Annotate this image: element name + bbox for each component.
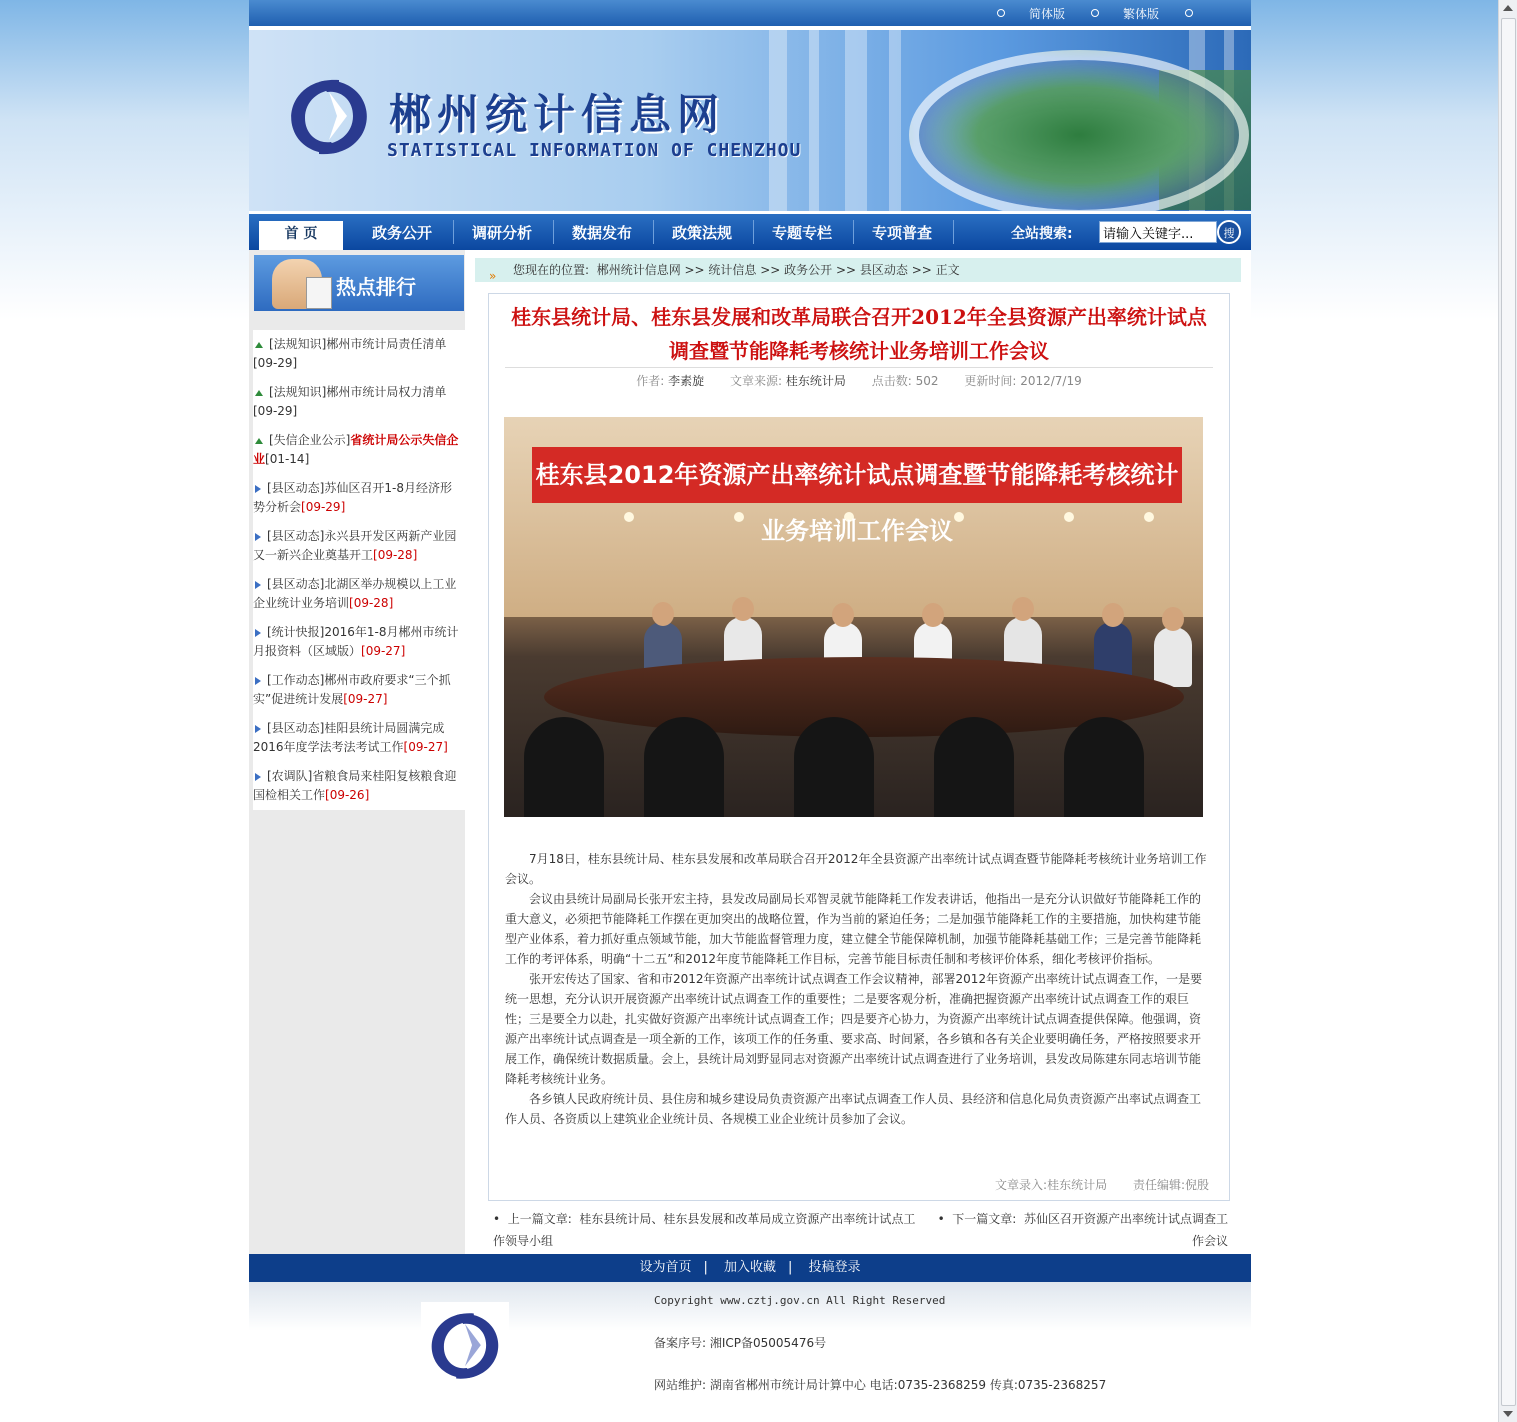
page-container [249,0,1251,1404]
nav-item-government-affairs[interactable]: 政务公开 [371,224,432,242]
list-item[interactable]: [县区动态]苏仙区召开1-8月经济形势分析会[09-29] [253,481,452,514]
next-article[interactable]: • 下一篇文章: 苏仙区召开资源产出率统计试点调查工作会议 [937,1212,1228,1248]
top-bar [249,0,1251,26]
clipboard-icon [306,277,332,309]
right-arrow-icon [255,533,261,541]
list-item[interactable]: [农调队]省粮食局来桂阳复核粮食迎国检相关工作[09-26] [253,769,457,802]
scroll-down-icon[interactable] [1503,1411,1513,1417]
nav-item-special-topics[interactable]: 专题专栏 [771,224,832,242]
meeting-photo [504,417,1203,817]
list-item[interactable]: [失信企业公示]省统计局公示失信企业[01-14] [253,433,459,466]
up-arrow-icon [255,390,263,396]
add-favorite-link[interactable]: 加入收藏 [723,1260,776,1275]
bullet-icon [997,9,1005,17]
scroll-thumb[interactable] [1501,18,1516,1406]
list-item[interactable]: [县区动态]永兴县开发区两新产业园又一新兴企业奠基开工[09-28] [253,529,457,562]
right-arrow-icon [255,773,261,781]
scroll-up-icon[interactable] [1503,5,1513,11]
site-logo-icon [279,72,379,162]
article-clicks: 502 [915,374,939,388]
article-body: 7月18日，桂东县统计局、桂东县发展和改革局联合召开2012年全县资源产出率统计试点调查暨节能降耗考核统计业务培训工作会议。 会议由县统计局副局长张开宏主持，县发改局副局长邓智灵就节能降耗工作发表讲话，他指出一是充分认识做好节能降耗工作的重大意义，必须把节能降耗工作摆在更加突出的战略位置，作为当前的紧迫任务；二是加强节能降耗工作的主要措施，加快构建节能型产业体系，着力抓好重点领域节能，加大节能监督管理力度，建立健全节能保障机制，加强节能降耗基础工作；三是完善节能降耗工作的考评体系，明确“十二五”和2012年度节能降耗工作目标，完善节能目标责任制和考核评价体系，细化考核评价指标。 张开宏传达了国家、省和市2012年资源产出率统计试点调查工作会议精神，部署2012年资源产出率统计试点调查工作，一是要统一思想，充分认识开展资源产出率统计试点调查工作的重要性；二是要客观分析，准确把握资源产出率统计试点调查工作的艰巨性；三是要全力以赴，扎实做好资源产出率统计试点调查工作；四是要齐心协力，为资源产出率统计试点调查提供保障。他强调，资源产出率统计试点调查是一项全新的工作，该项工作的任务重、要求高、时间紧，各乡镇和各有关企业要明确任务，严格按照要求开展工作，确保统计数据质量。会上，县统计局刘野显同志对资源产出率统计试点调查进行了业务培训，县发改局陈建东同志培训节能降耗考核统计业务。 各乡镇人民政府统计员、县住房和城乡建设局负责资源产出率试点调查工作人员、县经济和信息化局负责资源产出率试点调查工作人员、各资质以上建筑业企业统计员、各规模工业企业统计员参加了会议。 [505,852,1207,1126]
bullet-icon [1091,9,1099,17]
article-meta: 作者: 李素旋 文章来源: 桂东统计局 点击数: 502 更新时间: 2012/7/19 [636,374,1082,388]
right-arrow-icon [255,677,261,685]
article-updated: 2012/7/19 [1020,374,1082,388]
site-subtitle: STATISTICAL INFORMATION OF CHENZHOU [387,140,802,161]
article-entry: 桂东统计局 [1047,1178,1108,1192]
up-arrow-icon [255,342,263,348]
prev-article[interactable]: • 上一篇文章: 桂东县统计局、桂东县发展和改革局成立资源产出率统计试点工作领导小组 [493,1212,916,1248]
article-source: 桂东统计局 [785,374,846,388]
breadcrumb-path[interactable]: 郴州统计信息网 >> 统计信息 >> 政务公开 >> 县区动态 >> 正文 [596,263,960,277]
simplified-version-link[interactable]: 简体版 [1029,7,1066,21]
double-arrow-icon: » [489,269,497,283]
right-arrow-icon [255,725,261,733]
nav-item-census[interactable]: 专项普查 [871,224,932,242]
up-arrow-icon [255,438,263,444]
search-label: 全站搜索: [1011,226,1073,242]
article-author: 李素旋 [668,374,705,388]
hot-ranking-title: 热点排行 [336,275,416,299]
list-item[interactable]: [法规知识]郴州市统计局权力清单 [09-29] [253,385,447,418]
nav-item-data-release[interactable]: 数据发布 [571,224,632,242]
nav-item-policies[interactable]: 政策法规 [671,224,732,242]
vertical-scrollbar[interactable] [1498,0,1517,1422]
footer [249,1282,1251,1404]
footer-links: 设为首页 | 加入收藏 | 投稿登录 [249,1254,1251,1282]
photo-banner: 桂东县2012年资源产出率统计试点调查暨节能降耗考核统计业务培训工作会议 [532,447,1182,503]
search-input[interactable] [1099,221,1217,243]
prev-article-link[interactable]: 桂东县统计局、桂东县发展和改革局成立资源产出率统计试点工作领导小组 [493,1212,916,1248]
list-item[interactable]: [工作动态]郴州市政府要求“三个抓实”促进统计发展[09-27] [253,673,451,706]
main-nav [249,214,1251,250]
right-arrow-icon [255,485,261,493]
article-editor: 倪殷 [1184,1178,1209,1192]
site-title: 郴州统计信息网 [389,90,726,139]
bullet-icon [1185,9,1193,17]
breadcrumb-prefix: 您现在的位置: [513,263,590,277]
list-item[interactable]: [县区动态]桂阳县统计局圆满完成2016年度学法考法考试工作[09-27] [253,721,448,754]
copyright: Copyright www.cztj.gov.cn All Right Reserved [654,1294,946,1307]
nav-item-research-analysis[interactable]: 调研分析 [471,224,532,242]
sidebar [249,250,465,1254]
next-article-link[interactable]: 苏仙区召开资源产出率统计试点调查工作会议 [1023,1212,1228,1248]
set-homepage-link[interactable]: 设为首页 [639,1260,692,1275]
article [488,293,1230,1201]
maintenance-info: 网站维护: 湖南省郴州市统计局计算中心 电话:0735-2368259 传真:0735-2368257 [654,1378,1107,1392]
breadcrumb [475,258,1241,282]
list-item[interactable]: [法规知识]郴州市统计局责任清单 [09-29] [253,337,447,370]
article-footer: 文章录入:桂东统计局 责任编辑:倪殷 [995,1178,1209,1192]
traditional-version-link[interactable]: 繁体版 [1123,7,1160,21]
right-arrow-icon [255,629,261,637]
hot-ranking-header [254,255,464,311]
site-banner [249,30,1251,211]
nav-item-home[interactable]: 首 页 [259,221,343,250]
submit-login-link[interactable]: 投稿登录 [808,1260,861,1275]
hot-ranking-list [253,330,465,810]
article-title: 桂东县统计局、桂东县发展和改革局联合召开2012年全县资源产出率统计试点调查暨节能降耗考核统计业务培训工作会议 [511,305,1207,363]
list-item[interactable]: [统计快报]2016年1-8月郴州市统计月报资料（区域版）[09-27] [253,625,459,658]
footer-logo-icon [421,1302,509,1390]
list-item[interactable]: [县区动态]北湖区举办规模以上工业企业统计业务培训[09-28] [253,577,457,610]
stadium-image [909,50,1249,211]
icp-number: 备案序号: 湘ICP备05005476号 [654,1336,827,1350]
right-arrow-icon [255,581,261,589]
search-button[interactable]: 搜 [1217,220,1241,244]
